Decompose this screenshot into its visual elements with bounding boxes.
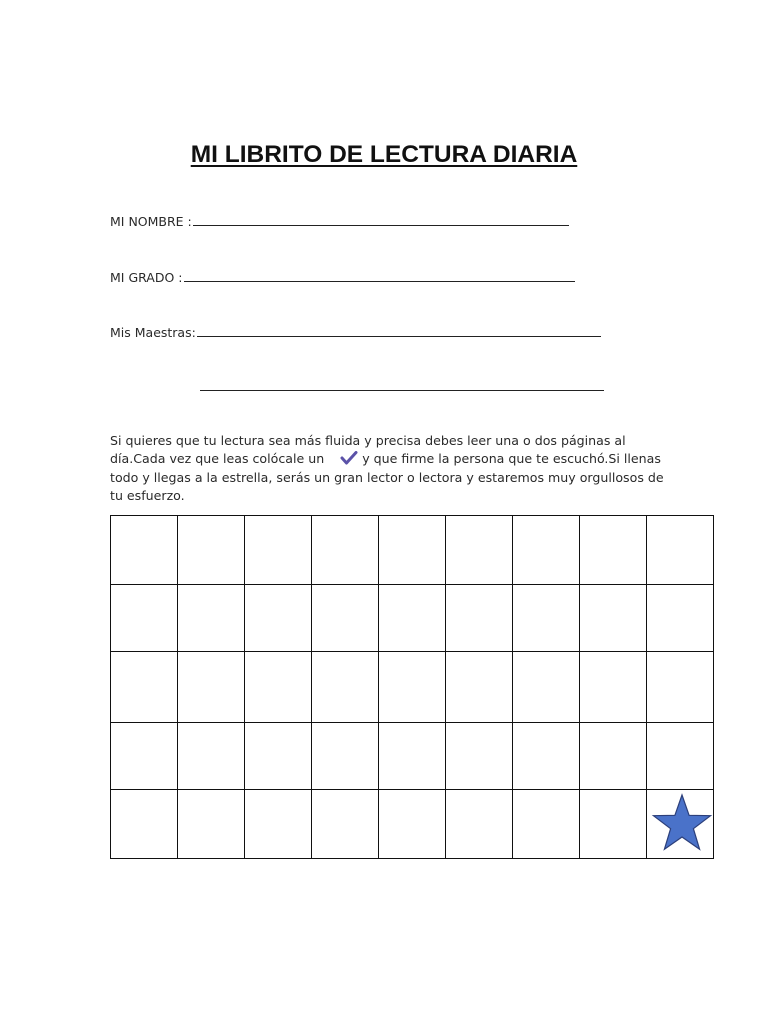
grid-cell[interactable] xyxy=(111,723,178,790)
teachers-line[interactable] xyxy=(197,335,601,337)
instructions-text-1: Si quieres que tu lectura sea más fluida y precisa debes leer una o dos páginas al día.Cada vez que leas colócale un xyxy=(110,433,626,467)
grid-cell[interactable] xyxy=(580,790,647,859)
grid-cell[interactable] xyxy=(580,652,647,723)
grid-cell[interactable] xyxy=(513,652,580,723)
star-cell[interactable] xyxy=(647,790,714,859)
grid-cell[interactable] xyxy=(446,585,513,652)
grid-cell[interactable] xyxy=(379,516,446,585)
page-title: MI LIBRITO DE LECTURA DIARIA xyxy=(190,141,578,168)
reading-grid xyxy=(110,515,714,859)
grid-cell[interactable] xyxy=(379,790,446,859)
checkmark-icon xyxy=(340,451,358,465)
grid-cell[interactable] xyxy=(647,585,714,652)
grid-cell[interactable] xyxy=(379,585,446,652)
grid-cell[interactable] xyxy=(580,723,647,790)
grid-cell[interactable] xyxy=(446,516,513,585)
grid-cell[interactable] xyxy=(178,585,245,652)
grid-cell[interactable] xyxy=(379,652,446,723)
grid-row xyxy=(111,516,714,585)
name-label: MI NOMBRE : xyxy=(110,214,192,229)
grid-cell[interactable] xyxy=(245,790,312,859)
grid-cell[interactable] xyxy=(446,790,513,859)
grade-label: MI GRADO : xyxy=(110,270,183,285)
grid-cell[interactable] xyxy=(446,652,513,723)
grade-field xyxy=(110,270,575,285)
grade-line[interactable] xyxy=(184,280,575,282)
instructions-text-2: y que firme la persona que te escuchó.Si llenas todo y llegas a la estrella, serás un gran lector o lectora y estaremos muy orgullosos de tu esfuerzo. xyxy=(110,451,664,503)
grid-cell[interactable] xyxy=(178,516,245,585)
teachers-field xyxy=(110,325,601,340)
grid-cell[interactable] xyxy=(111,652,178,723)
name-line[interactable] xyxy=(193,224,569,226)
grid-cell[interactable] xyxy=(245,723,312,790)
grid-cell[interactable] xyxy=(245,652,312,723)
grid-cell[interactable] xyxy=(513,790,580,859)
grid-cell[interactable] xyxy=(178,723,245,790)
grid-cell[interactable] xyxy=(111,585,178,652)
grid-cell[interactable] xyxy=(513,516,580,585)
teachers-label: Mis Maestras: xyxy=(110,325,196,340)
star-icon xyxy=(651,792,713,854)
grid-cell[interactable] xyxy=(111,516,178,585)
instructions-paragraph xyxy=(110,432,670,505)
grid-cell[interactable] xyxy=(379,723,446,790)
grid-row xyxy=(111,790,714,859)
grid-cell[interactable] xyxy=(312,516,379,585)
grid-cell[interactable] xyxy=(111,790,178,859)
grid-cell[interactable] xyxy=(647,723,714,790)
grid-cell[interactable] xyxy=(580,585,647,652)
grid-cell[interactable] xyxy=(178,652,245,723)
grid-cell[interactable] xyxy=(245,585,312,652)
grid-cell[interactable] xyxy=(446,723,513,790)
grid-cell[interactable] xyxy=(312,723,379,790)
grid-cell[interactable] xyxy=(245,516,312,585)
grid-row xyxy=(111,585,714,652)
grid-cell[interactable] xyxy=(513,723,580,790)
grid-cell[interactable] xyxy=(312,585,379,652)
grid-cell[interactable] xyxy=(178,790,245,859)
teachers-line-2[interactable] xyxy=(200,390,604,391)
grid-cell[interactable] xyxy=(312,790,379,859)
grid-cell[interactable] xyxy=(513,585,580,652)
grid-row xyxy=(111,723,714,790)
grid-cell[interactable] xyxy=(647,652,714,723)
grid-cell[interactable] xyxy=(312,652,379,723)
grid-row xyxy=(111,652,714,723)
name-field xyxy=(110,214,569,229)
grid-cell[interactable] xyxy=(580,516,647,585)
grid-cell[interactable] xyxy=(647,516,714,585)
